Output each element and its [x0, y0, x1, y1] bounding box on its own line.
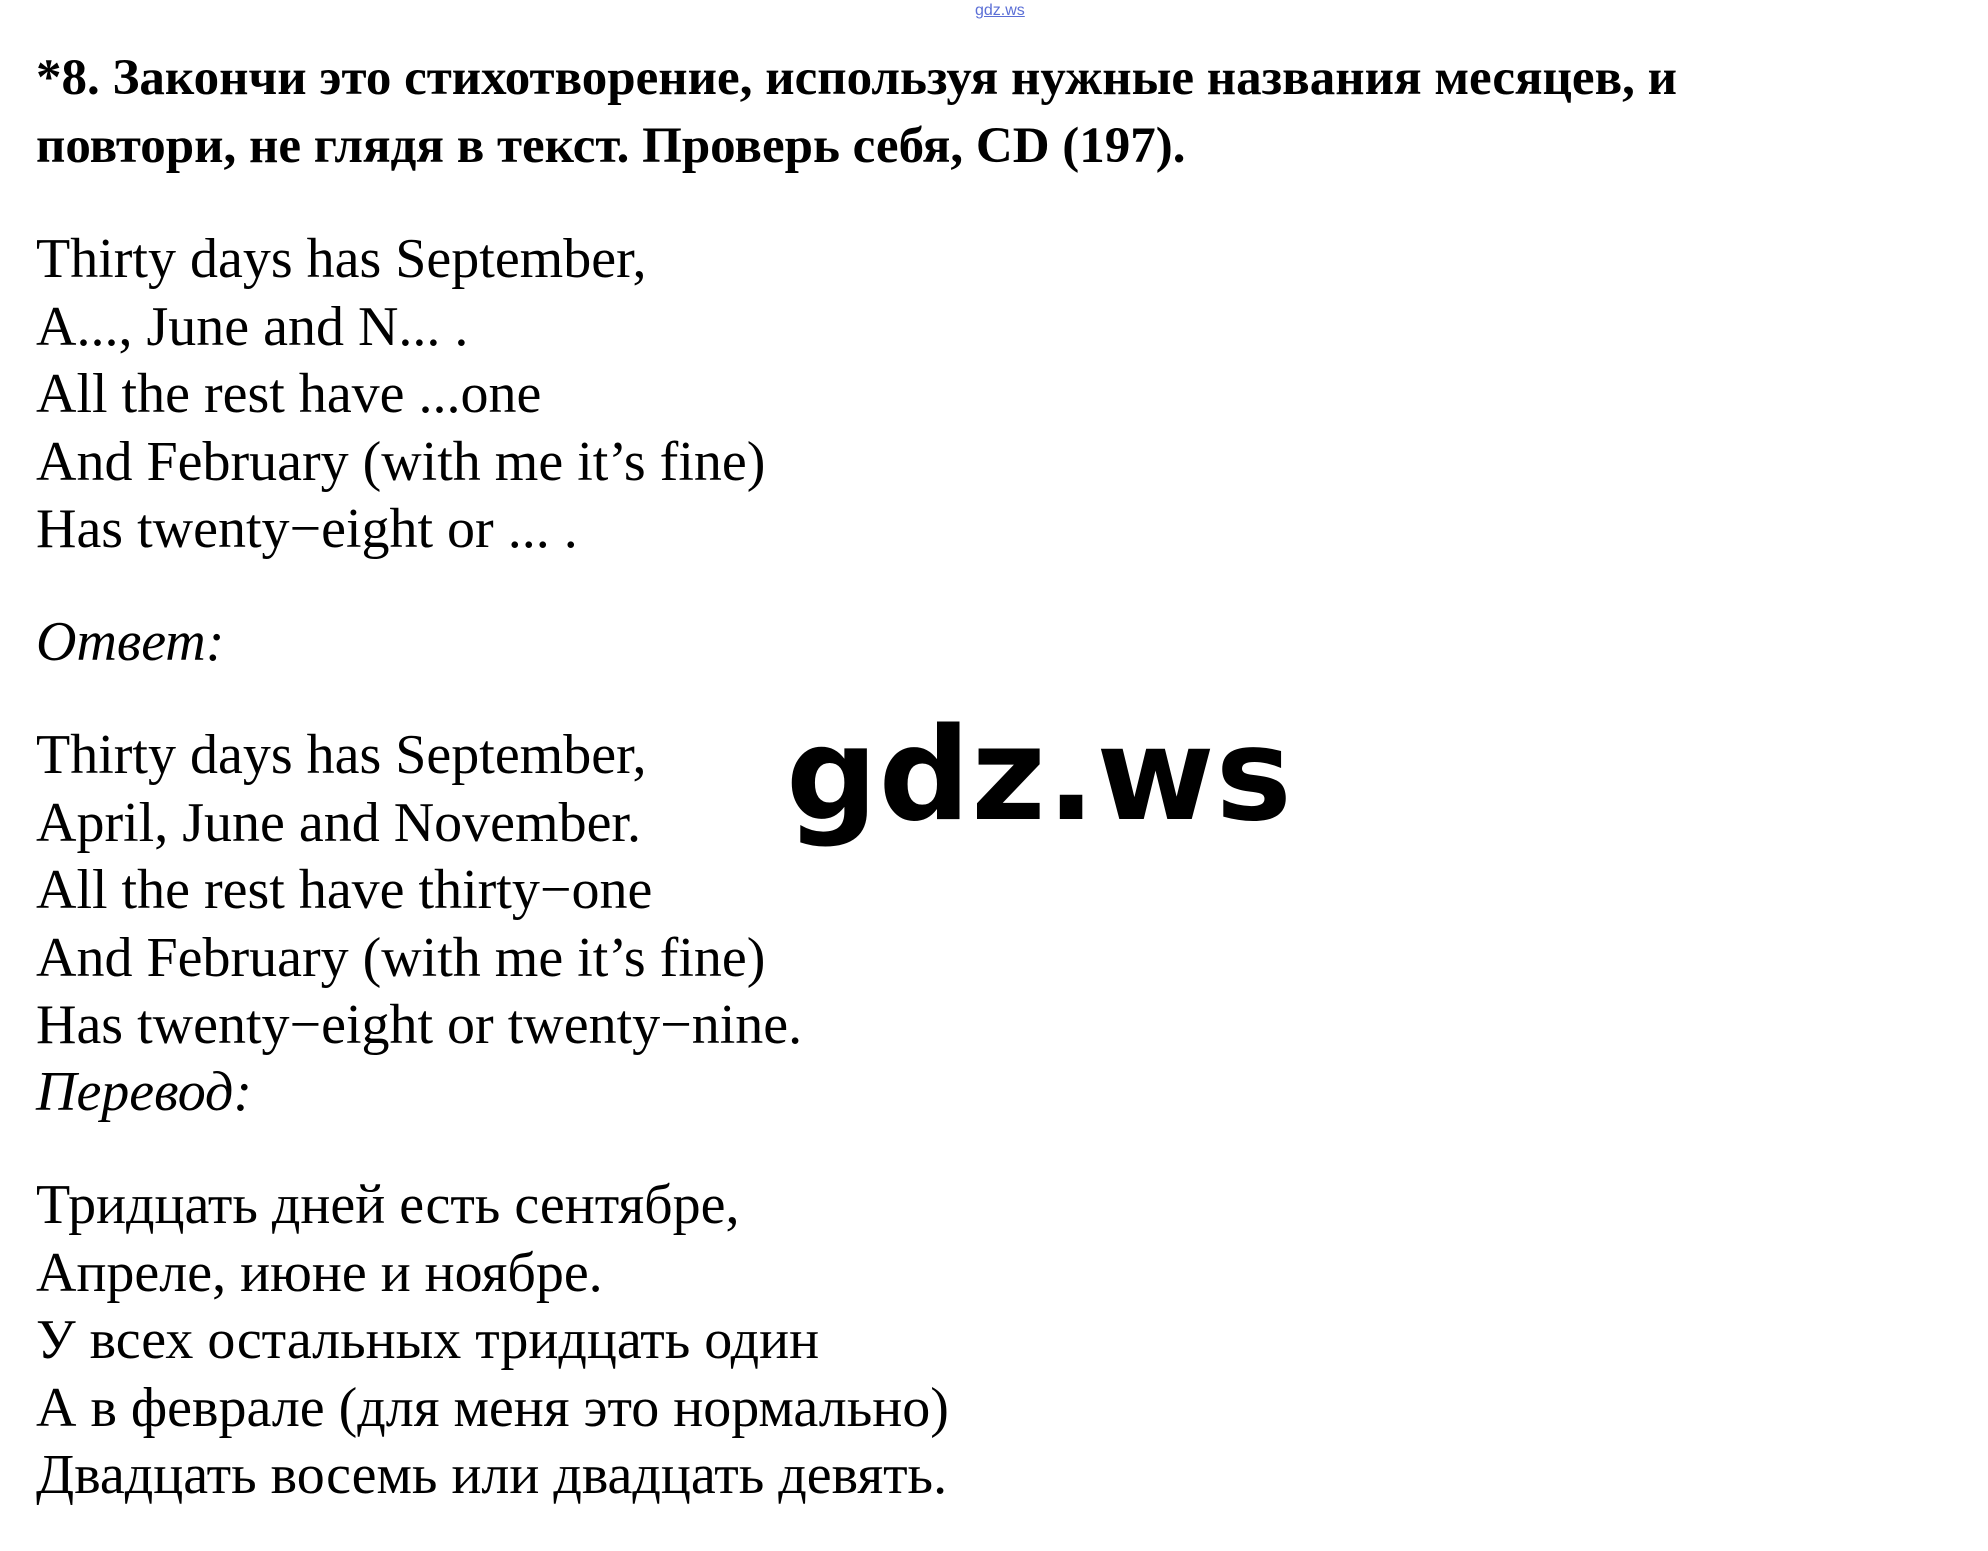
- poem-line: А в феврале (для меня это нормально): [36, 1376, 949, 1439]
- task-header-line: повтори, не глядя в текст. Проверь себя, CD (197).: [36, 118, 1186, 174]
- watermark-link[interactable]: gdz.ws: [975, 2, 1025, 19]
- poem-line: All the rest have ...one: [36, 363, 542, 425]
- poem-line: У всех остальных тридцать один: [36, 1309, 820, 1371]
- poem-line: Двадцать восемь или двадцать девять.: [36, 1444, 948, 1506]
- answer-poem: [36, 722, 802, 1060]
- answer-label: Ответ:: [36, 611, 225, 673]
- poem-line: April, June and November.: [36, 791, 641, 854]
- task-header-line: *8. Закончи это стихотворение, используя нужные названия месяцев, и: [36, 50, 1677, 106]
- poem-line: All the rest have thirty−one: [36, 859, 653, 921]
- poem-line: Has twenty−eight or ... .: [36, 498, 578, 560]
- poem-line: Апреле, июне и ноябре.: [36, 1241, 603, 1304]
- translation-label: Перевод:: [36, 1061, 252, 1123]
- watermark-logo: gdz.ws: [786, 701, 1293, 850]
- poem-line: A..., June and N... .: [36, 295, 469, 358]
- poem-line: And February (with me it’s fine): [36, 926, 766, 989]
- task-header: [36, 44, 1966, 180]
- translation-poem: [36, 1172, 949, 1510]
- poem-line: Thirty days has September,: [36, 228, 647, 290]
- poem-line: And February (with me it’s fine): [36, 430, 766, 493]
- poem-line: Тридцать дней есть сентябре,: [36, 1174, 740, 1236]
- question-poem: [36, 226, 765, 564]
- poem-line: Has twenty−eight or twenty−nine.: [36, 994, 803, 1056]
- poem-line: Thirty days has September,: [36, 724, 647, 786]
